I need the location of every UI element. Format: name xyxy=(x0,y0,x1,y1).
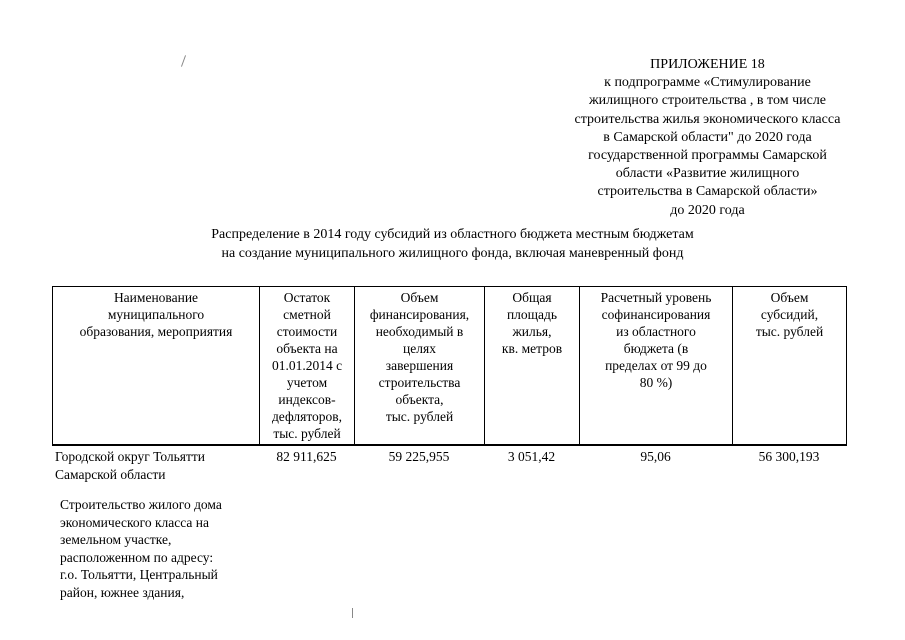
appendix-line: жилищного строительства , в том числе xyxy=(588,93,827,109)
object-description: Строительство жилого дома экономического класса на земельном участке, расположенном по адресу: г.о. Тольятти, Центральный район, южнее здания, xyxy=(60,497,222,600)
appendix-line: строительства жилья экономического класса xyxy=(574,111,841,127)
cell-financing-volume: 59 225,955 xyxy=(388,449,450,464)
column-header-total-area: Общая площадь жилья, кв. метров xyxy=(485,287,580,446)
cell-municipality: Городской округ Тольятти Самарской области xyxy=(55,449,206,482)
appendix-line: государственной программы Самарской xyxy=(588,148,827,164)
appendix-line: ПРИЛОЖЕНИЕ 18 xyxy=(650,57,765,72)
table-header-row xyxy=(53,287,847,446)
appendix-line: строительства в Самарской области» xyxy=(597,184,818,200)
cell-cofinancing-level: 95,06 xyxy=(640,449,671,464)
scan-artifact xyxy=(181,55,186,67)
column-header-financing-volume: Объем финансирования, необходимый в целях завершения строительства объекта, тыс. рублей xyxy=(355,287,485,446)
appendix-line: до 2020 года xyxy=(670,202,745,218)
cell-remaining-cost: 82 911,625 xyxy=(276,449,337,464)
subsidy-table xyxy=(52,286,847,446)
column-header-name: Наименование муниципального образования, мероприятия xyxy=(53,287,260,446)
appendix-header xyxy=(540,56,875,220)
cell-subsidy-volume: 56 300,193 xyxy=(758,449,820,464)
document-title xyxy=(60,226,845,263)
title-line: Распределение в 2014 году субсидий из областного бюджета местным бюджетам xyxy=(211,227,694,242)
scan-artifact xyxy=(352,608,353,618)
appendix-line: области «Развитие жилищного xyxy=(615,166,800,182)
cell-total-area: 3 051,42 xyxy=(507,449,556,464)
column-header-cofinancing-level: Расчетный уровень софинансирования из областного бюджета (в пределах от 99 до 80 %) xyxy=(580,287,733,446)
appendix-line: в Самарской области" до 2020 года xyxy=(603,129,812,145)
column-header-remaining-cost: Остаток сметной стоимости объекта на 01.01.2014 с учетом индексов- дефляторов, тыс. рублей xyxy=(260,287,355,446)
column-header-subsidy-volume: Объем субсидий, тыс. рублей xyxy=(733,287,847,446)
appendix-line: к подпрограмме «Стимулирование xyxy=(604,75,811,91)
title-line: на создание муниципального жилищного фонда, включая маневренный фонд xyxy=(221,245,684,261)
